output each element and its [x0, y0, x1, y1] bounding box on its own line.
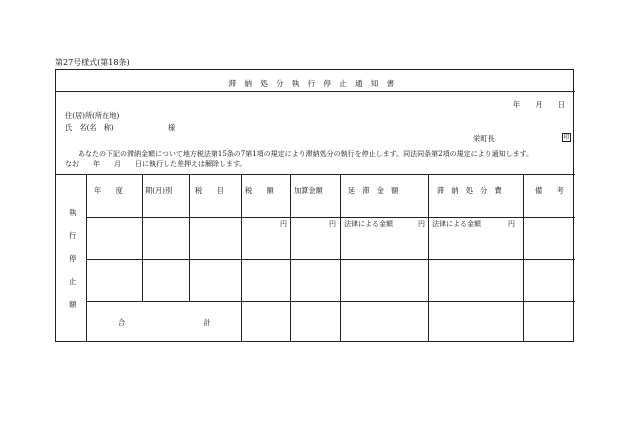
total-label: 合 計: [118, 318, 211, 327]
table-top-border: [56, 174, 575, 175]
date-line: 年 月 日: [512, 100, 565, 109]
table-col-divider: [241, 174, 242, 342]
header-fiscal-year: 年 度: [94, 186, 123, 195]
unit-yen: 円: [280, 220, 287, 228]
side-label-char: 行: [69, 231, 77, 240]
table-row-divider: [86, 259, 575, 260]
notice-form: [55, 69, 574, 342]
title-divider: [56, 91, 575, 92]
header-penalty: 加算金額: [294, 186, 323, 195]
header-disposal-cost: 滞 納 処 分 費: [437, 186, 502, 195]
name-label: 氏 名(名 称): [65, 123, 114, 132]
table-col-divider: [428, 174, 429, 342]
address-label: 住(居)所(所在地): [65, 111, 120, 120]
unit-yen: 円: [418, 220, 425, 228]
seal-mark: 印: [563, 134, 570, 141]
table-col-divider: [340, 174, 341, 342]
late-fee-note: 法律による金額: [344, 220, 393, 228]
disposal-fee-note: 法律による金額: [432, 220, 481, 228]
unit-yen: 円: [508, 220, 515, 228]
header-tax-item: 税 目: [195, 186, 224, 195]
header-tax-amount: 税 額: [245, 186, 274, 195]
unit-yen: 円: [329, 220, 336, 228]
body-text-line-1: あなたの下記の滞納金額について地方税法第15条の7第1項の規定により滞納処分の執行を停止します。同法同条第2項の規定により通知します。: [78, 150, 534, 158]
honorific: 様: [168, 123, 176, 132]
table-col-divider: [86, 174, 87, 342]
side-label-char: 停: [69, 254, 77, 263]
header-period: 期(月)別: [145, 186, 173, 195]
side-label-char: 止: [69, 277, 77, 286]
table-col-divider: [523, 174, 524, 342]
side-label-char: 執: [69, 208, 77, 217]
body-text-line-2: なお 年 月 日に執行した差押えは解除します。: [65, 160, 247, 168]
issuer-name: 栄町長: [473, 134, 495, 143]
table-col-divider: [142, 174, 143, 301]
table-row-divider: [86, 301, 575, 302]
header-late-fee: 延 滞 金 額: [348, 186, 399, 195]
side-label-char: 額: [69, 300, 77, 309]
form-number: 第27号様式(第18条): [55, 58, 130, 67]
table-col-divider: [290, 174, 291, 342]
table-row-divider: [86, 217, 575, 218]
header-remarks: 備 考: [535, 186, 564, 195]
form-title: 滞納処分執行停止通知書: [228, 79, 403, 88]
table-col-divider: [189, 174, 190, 301]
